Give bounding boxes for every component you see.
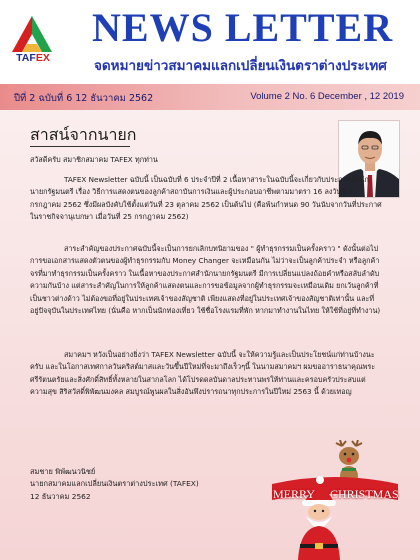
newsletter-header — [0, 0, 420, 82]
newsletter-subtitle: จดหมายข่าวสมาคมแลกเปลี่ยนเงินตราต่างประเทศ — [94, 58, 387, 74]
article-paragraph-1: TAFEX Newsletter ฉบับนี้ เป็นฉบับที่ 6 ประจำปีที่ 2 เนื้อหาสาระในฉบับนี้จะเกี่ยวกับประกาศสำนักนายกรัฐมนตรี เรื่อง วิธีการแสดงตนของลูกค้าสถาบันการเงินและผู้ประกอบอาชีพตามมาตรา 16 ลงวันที่ 9 กรกฎาคม 2562 ซึ่งมีผลบังคับใช้ตั้งแต่วันที่ 23 ตุลาคม 2562 เป็นต้นไป (คือพ้นกำหนด 90 วันนับจากวันที่ประกาศในราชกิจจานุเบกษา เมื่อวันที่ 25 กรกฎาคม 2562) — [30, 175, 382, 222]
merry-text: MERRY — [273, 487, 316, 501]
heading-underline — [30, 146, 130, 147]
tafex-logo-text: TAFEX — [16, 52, 50, 64]
issue-info-english: Volume 2 No. 6 December , 12 2019 — [250, 91, 404, 102]
christmas-text: CHRISTMAS — [330, 487, 399, 501]
signature-block — [30, 466, 199, 503]
signature-position: นายกสมาคมแลกเปลี่ยนเงินตราต่างประเทศ (TAFEX) — [30, 479, 199, 489]
article-heading: สาสน์จากนายก — [30, 125, 137, 144]
signature-date: 12 ธันวาคม 2562 — [30, 491, 91, 501]
article-paragraph-2: สาระสำคัญของประกาศฉบับนี้จะเป็นการยกเลิกบทนิยามของ " ผู้ทำธุรกรรมเป็นครั้งคราว " ดังนั้นต่อไป การขอเอกสารแสดงตัวตนของผู้ทำธุรกรรมกับ Money Changer จะเหมือนกัน ไม่ว่าจะเป็นลูกค้าประจำ หรือลูกค้าจรที่มาทำธุรกรรมเป็นครั้งคราว ในเนื้อหาของประกาศสำนักนายกรัฐมนตรี มีการเปลี่ยนแปลงถ้อยคำหรือสลับลำดับความกันบ้าง แต่สาระสำคัญในการให้ลูกค้าแสดงตนและการขอข้อมูลจากผู้ทำธุรกรรมจะเหมือนเดิม ยกเว้นลูกค้าที่เป็นชาวต่างด้าว ไม่ต้องขอที่อยู่ในประเทศเจ้าของสัญชาติ เพียงแสดงที่อยู่ในประเทศเจ้าของสัญชาติเท่านั้น และที่อยู่ปัจจุบันในประเทศไทย (นั่นคือ หากเป็นนักท่องเที่ยว ใช้ชื่อโรงแรมที่พัก หากมาทำงานในไทย ให้ใช้ที่อยู่ที่ทำงาน) — [30, 244, 381, 316]
signature-name: สมชาย พิพัฒนวนิชย์ — [30, 467, 96, 476]
newsletter-title: NEWS LETTER — [92, 5, 394, 50]
article-paragraph-3: สมาคมฯ หวังเป็นอย่างยิ่งว่า TAFEX Newsletter ฉบับนี้ จะให้ความรู้และเป็นประโยชน์แก่ท่านบ้างนะครับ และในโอกาสเทศกาลวันคริสต์มาสและวันขึ้นปีใหม่ที่จะมาถึงเร็วๆนี้ ในนามสมาคมฯ ผมขออาราธนาคุณพระศรีรัตนตรัยและสิ่งศักดิ์สิทธิ์ทั้งหลายในสากลโลก ได้โปรดดลบันดาลประทานพรให้ท่านและครอบครัวประสบแต่ความสุข สิริสวัสดิ์พิพัฒนมงคล สมบูรณ์พูนผลในสิ่งอันพึงปรารถนาทุกประการในปีใหม่ 2563 นี้ ด้วยเทอญ — [30, 350, 376, 397]
article-greeting: สวัสดีครับ สมาชิกสมาคม TAFEX ทุกท่าน — [30, 155, 158, 164]
issue-info-thai: ปีที่ 2 ฉบับที่ 6 12 ธันวาคม 2562 — [14, 93, 154, 104]
issue-bar — [0, 84, 420, 110]
